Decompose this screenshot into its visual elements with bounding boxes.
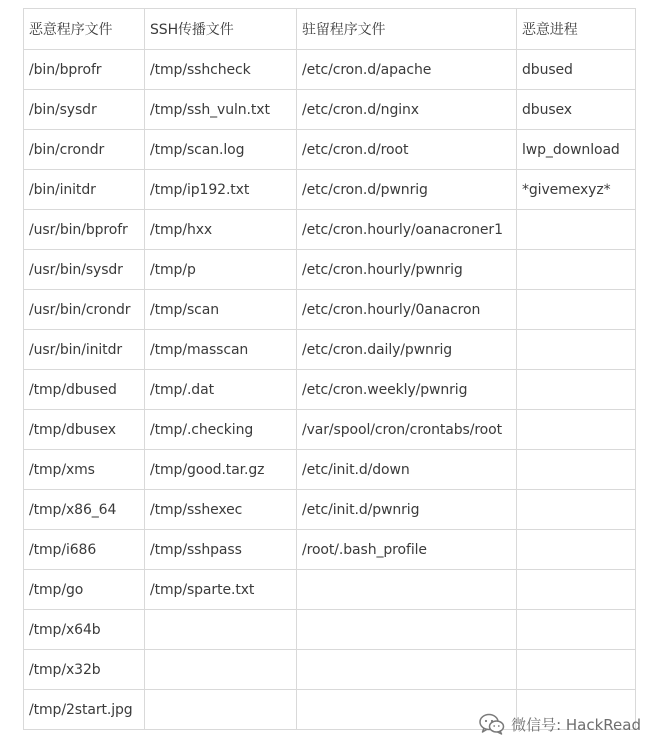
- table-cell: [517, 490, 636, 530]
- table-cell: /usr/bin/bprofr: [24, 210, 145, 250]
- table-row: [24, 490, 636, 530]
- table-cell: /var/spool/cron/crontabs/root: [297, 410, 517, 450]
- header-malicious-program-files: 恶意程序文件: [24, 9, 145, 50]
- table-cell: /tmp/2start.jpg: [24, 690, 145, 730]
- table-cell: /bin/initdr: [24, 170, 145, 210]
- table-row: [24, 450, 636, 490]
- table-row: [24, 370, 636, 410]
- table-cell: /usr/bin/crondr: [24, 290, 145, 330]
- table-cell: /tmp/ssh_vuln.txt: [145, 90, 297, 130]
- table-cell: /etc/cron.hourly/pwnrig: [297, 250, 517, 290]
- table-cell: [517, 370, 636, 410]
- table-cell: /tmp/x64b: [24, 610, 145, 650]
- table-cell: /tmp/x32b: [24, 650, 145, 690]
- table-cell: lwp_download: [517, 130, 636, 170]
- table-cell: /tmp/masscan: [145, 330, 297, 370]
- table-cell: /tmp/.dat: [145, 370, 297, 410]
- table-cell: [517, 290, 636, 330]
- table-cell: /tmp/scan: [145, 290, 297, 330]
- table-cell: /root/.bash_profile: [297, 530, 517, 570]
- table-cell: /tmp/dbusex: [24, 410, 145, 450]
- table-cell: /bin/bprofr: [24, 50, 145, 90]
- table-cell: [297, 610, 517, 650]
- table-cell: /etc/init.d/down: [297, 450, 517, 490]
- table-cell: /tmp/p: [145, 250, 297, 290]
- table-row: [24, 330, 636, 370]
- table-row: [24, 290, 636, 330]
- table-cell: [297, 570, 517, 610]
- table-row: [24, 650, 636, 690]
- wechat-watermark: [479, 713, 641, 735]
- table-cell: /bin/sysdr: [24, 90, 145, 130]
- table-cell: /tmp/dbused: [24, 370, 145, 410]
- table-cell: /etc/cron.hourly/oanacroner1: [297, 210, 517, 250]
- table-cell: [517, 210, 636, 250]
- table-cell: /etc/cron.weekly/pwnrig: [297, 370, 517, 410]
- table-cell: [517, 250, 636, 290]
- table-cell: dbused: [517, 50, 636, 90]
- watermark-text: 微信号: HackRead: [511, 715, 641, 734]
- table-row: [24, 210, 636, 250]
- table-cell: /etc/cron.daily/pwnrig: [297, 330, 517, 370]
- table-row: [24, 250, 636, 290]
- table-cell: [145, 610, 297, 650]
- table-cell: /tmp/x86_64: [24, 490, 145, 530]
- table-cell: [145, 690, 297, 730]
- table-cell: /tmp/go: [24, 570, 145, 610]
- table-row: [24, 90, 636, 130]
- table-cell: /tmp/xms: [24, 450, 145, 490]
- wechat-icon: [479, 713, 505, 735]
- table-cell: [517, 610, 636, 650]
- table-cell: /etc/cron.d/apache: [297, 50, 517, 90]
- malware-files-table: [23, 8, 636, 730]
- table-row: [24, 610, 636, 650]
- header-persistence-files: 驻留程序文件: [297, 9, 517, 50]
- table-cell: /usr/bin/sysdr: [24, 250, 145, 290]
- header-malicious-processes: 恶意进程: [517, 9, 636, 50]
- table-cell: /tmp/ip192.txt: [145, 170, 297, 210]
- table-cell: [517, 650, 636, 690]
- table-cell: /tmp/sshcheck: [145, 50, 297, 90]
- table-cell: [517, 530, 636, 570]
- table-cell: [517, 410, 636, 450]
- table-row: [24, 530, 636, 570]
- table-cell: /tmp/scan.log: [145, 130, 297, 170]
- table-row: [24, 570, 636, 610]
- table-cell: [517, 450, 636, 490]
- table-cell: /usr/bin/initdr: [24, 330, 145, 370]
- header-ssh-propagation-files: SSH传播文件: [145, 9, 297, 50]
- table-cell: /etc/cron.d/nginx: [297, 90, 517, 130]
- table-cell: /etc/cron.hourly/0anacron: [297, 290, 517, 330]
- table-cell: /etc/init.d/pwnrig: [297, 490, 517, 530]
- table-cell: /tmp/good.tar.gz: [145, 450, 297, 490]
- table-cell: /tmp/sparte.txt: [145, 570, 297, 610]
- table-row: [24, 410, 636, 450]
- table-cell: [297, 650, 517, 690]
- table-cell: /tmp/i686: [24, 530, 145, 570]
- table-cell: dbusex: [517, 90, 636, 130]
- table-cell: /tmp/sshpass: [145, 530, 297, 570]
- table-cell: /etc/cron.d/root: [297, 130, 517, 170]
- table-row: [24, 50, 636, 90]
- table-cell: *givemexyz*: [517, 170, 636, 210]
- table-cell: [145, 650, 297, 690]
- table-row: [24, 170, 636, 210]
- table-header-row: [24, 9, 636, 50]
- table-cell: /tmp/sshexec: [145, 490, 297, 530]
- table-cell: /bin/crondr: [24, 130, 145, 170]
- table-cell: /etc/cron.d/pwnrig: [297, 170, 517, 210]
- table-cell: [517, 330, 636, 370]
- table-cell: [517, 570, 636, 610]
- table-row: [24, 130, 636, 170]
- table-cell: /tmp/.checking: [145, 410, 297, 450]
- table-cell: /tmp/hxx: [145, 210, 297, 250]
